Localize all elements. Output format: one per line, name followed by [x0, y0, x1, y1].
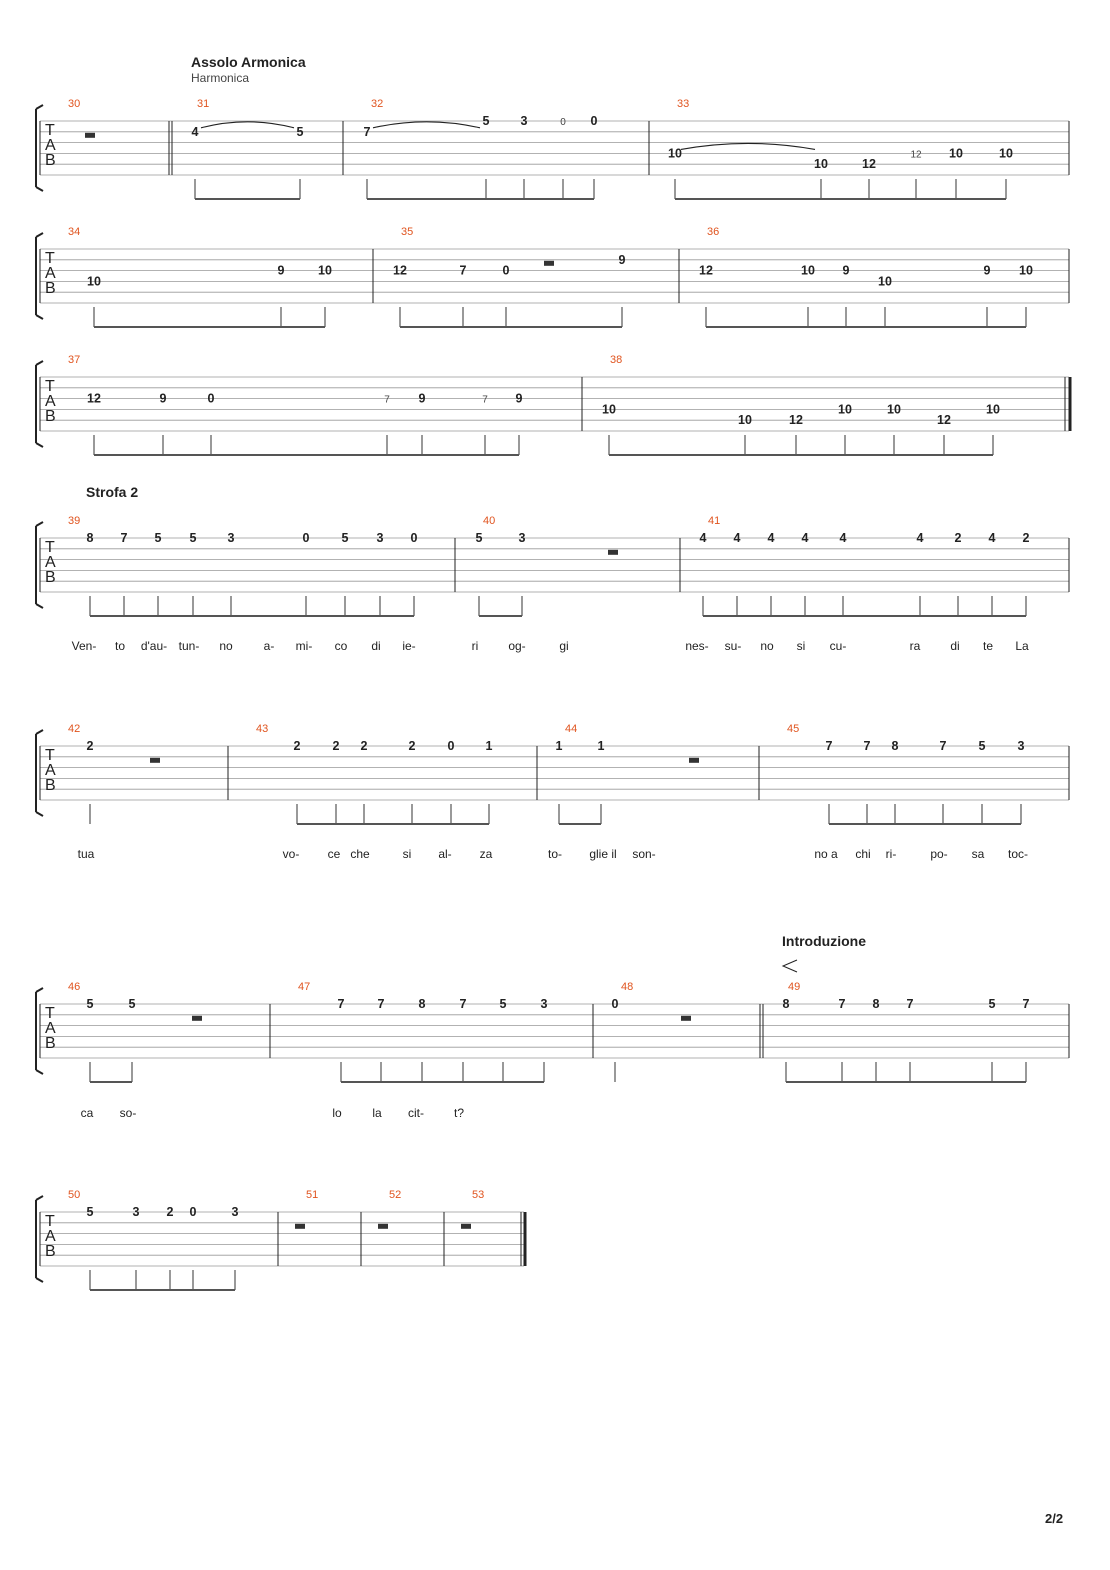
fret-number: 7	[459, 263, 467, 278]
fret-number: 10	[87, 274, 101, 289]
fret-number: 4	[191, 124, 199, 139]
fret-number: 10	[887, 402, 901, 417]
half-rest	[544, 261, 554, 266]
lyric-syllable: glie il	[589, 847, 617, 861]
lyric-syllable: ie-	[402, 639, 416, 653]
fret-number: 10	[801, 263, 815, 278]
tab-system	[36, 354, 1070, 455]
fret-number: 9	[618, 252, 626, 267]
fret-number: 8	[872, 997, 880, 1011]
lyric-syllable: ri-	[885, 847, 897, 861]
fret-number: 0	[207, 391, 215, 406]
lyric-syllable: no a	[814, 847, 838, 861]
measure-number: 31	[197, 98, 210, 110]
lyric-syllable: ri	[471, 639, 479, 653]
fret-number: 4	[839, 531, 847, 545]
lyric-syllable: son-	[632, 847, 656, 861]
hairpin-mark	[783, 960, 797, 972]
fret-number: 7	[825, 739, 833, 753]
fret-number: 10	[318, 263, 332, 278]
tab-systems	[36, 98, 1070, 1290]
tab-system	[36, 723, 1069, 861]
section-label: Introduzione	[782, 933, 866, 949]
fret-number: 4	[699, 531, 707, 545]
lyric-syllable: cit-	[408, 1106, 424, 1120]
lyric-syllable: a-	[263, 639, 275, 653]
fret-number: 0	[189, 1205, 197, 1219]
tab-clef-letter: A	[45, 1020, 56, 1037]
lyric-syllable: di	[950, 639, 960, 653]
fret-number: 12	[87, 391, 101, 406]
measure-number: 32	[371, 98, 384, 110]
measure-number: 36	[707, 226, 720, 238]
fret-number: 4	[916, 531, 924, 545]
measure-number: 46	[68, 981, 81, 993]
fret-number: 1	[485, 739, 493, 753]
lyric-syllable: to	[114, 639, 126, 653]
lyric-syllable: cu-	[829, 639, 847, 653]
measure-number: 42	[68, 723, 81, 735]
measure-number: 45	[787, 723, 800, 735]
measure-number: 49	[788, 981, 801, 993]
tie-arc	[373, 122, 480, 128]
fret-number: 12	[910, 149, 922, 161]
measure-number: 41	[708, 515, 721, 527]
measure-number: 50	[68, 1189, 81, 1201]
fret-number: 10	[949, 146, 963, 161]
tab-clef-letter: T	[45, 747, 55, 764]
measure-number: 34	[68, 226, 81, 238]
fret-number: 8	[782, 997, 790, 1011]
half-rest	[681, 1016, 691, 1021]
fret-number: 7	[939, 739, 947, 753]
measure-number: 44	[565, 723, 578, 735]
fret-number: 5	[296, 124, 304, 139]
measure-number: 51	[306, 1189, 319, 1201]
fret-number: 12	[699, 263, 713, 278]
lyric-syllable: sa	[971, 847, 985, 861]
lyric-syllable: che	[350, 847, 370, 861]
lyric-syllable: tua	[77, 847, 95, 861]
tab-clef-letter: T	[45, 1005, 55, 1022]
lyric-syllable: chi	[855, 847, 871, 861]
page-number: 2/2	[1045, 1511, 1064, 1526]
fret-number: 7	[906, 997, 914, 1011]
lyric-syllable: ra	[909, 639, 921, 653]
fret-number: 5	[86, 1205, 94, 1219]
lyric-syllable: za	[479, 847, 493, 861]
lyric-syllable: po-	[930, 847, 948, 861]
fret-number: 2	[360, 739, 368, 753]
fret-number: 7	[384, 394, 390, 406]
fret-number: 0	[611, 997, 619, 1011]
lyric-syllable: vo-	[282, 847, 300, 861]
fret-number: 9	[418, 391, 426, 406]
half-rest	[150, 758, 160, 763]
lyric-syllable: nes-	[685, 639, 709, 653]
lyric-syllable: ce	[327, 847, 341, 861]
measure-number: 47	[298, 981, 311, 993]
fret-number: 5	[482, 114, 490, 128]
tab-system	[36, 1189, 525, 1290]
fret-number: 2	[408, 739, 416, 753]
fret-number: 2	[166, 1205, 174, 1219]
tab-system	[36, 933, 1069, 1120]
fret-number: 10	[602, 402, 616, 417]
tab-system	[36, 484, 1069, 653]
fret-number: 10	[878, 274, 892, 289]
fret-number: 8	[86, 531, 94, 545]
measure-number: 33	[677, 98, 690, 110]
lyric-syllable: tun-	[178, 639, 200, 653]
half-rest	[295, 1224, 305, 1229]
lyric-syllable: su-	[724, 639, 742, 653]
fret-number: 2	[332, 739, 340, 753]
fret-number: 3	[227, 531, 235, 545]
fret-number: 5	[154, 531, 162, 545]
half-rest	[378, 1224, 388, 1229]
fret-number: 7	[482, 394, 488, 406]
fret-number: 1	[597, 739, 605, 753]
tie-arc	[681, 143, 815, 149]
lyric-syllable: lo	[332, 1106, 342, 1120]
fret-number: 7	[363, 124, 371, 139]
lyric-syllable: co	[334, 639, 348, 653]
measure-number: 39	[68, 515, 81, 527]
fret-number: 4	[733, 531, 741, 545]
lyric-syllable: d'au-	[140, 639, 168, 653]
fret-number: 5	[475, 531, 483, 545]
tie-arc	[201, 122, 294, 128]
lyric-syllable: no	[760, 639, 774, 653]
fret-number: 3	[1017, 739, 1025, 753]
lyric-syllable: mi-	[295, 639, 313, 653]
fret-number: 3	[376, 531, 384, 545]
fret-number: 0	[502, 263, 510, 278]
fret-number: 12	[862, 157, 876, 172]
lyric-syllable: si	[402, 847, 412, 861]
fret-number: 5	[499, 997, 507, 1011]
fret-number: 4	[801, 531, 809, 545]
tab-clef-letter: B	[45, 1243, 56, 1260]
lyric-syllable: toc-	[1007, 847, 1029, 861]
fret-number: 0	[560, 117, 566, 128]
tab-clef-letter: B	[45, 1035, 56, 1052]
fret-number: 9	[842, 263, 850, 278]
fret-number: 3	[518, 531, 526, 545]
fret-number: 5	[128, 997, 136, 1011]
fret-number: 7	[1022, 997, 1030, 1011]
lyric-syllable: te	[982, 639, 994, 653]
fret-number: 7	[863, 739, 871, 753]
measure-number: 40	[483, 515, 496, 527]
half-rest	[608, 550, 618, 555]
fret-number: 1	[555, 739, 563, 753]
tab-clef-letter: A	[45, 1228, 56, 1245]
fret-number: 10	[738, 413, 752, 428]
half-rest	[85, 133, 95, 138]
tab-clef-letter: A	[45, 137, 56, 154]
fret-number: 5	[341, 531, 349, 545]
lyric-syllable: so-	[119, 1106, 137, 1120]
tab-clef-letter: T	[45, 1213, 55, 1230]
lyric-syllable: La	[1015, 639, 1029, 653]
fret-number: 2	[293, 739, 301, 753]
tab-clef-letter: A	[45, 265, 56, 282]
measure-number: 37	[68, 354, 81, 366]
lyric-syllable: al-	[438, 847, 452, 861]
fret-number: 0	[410, 531, 418, 545]
tab-clef-letter: A	[45, 554, 56, 571]
measure-number: 53	[472, 1189, 485, 1201]
fret-number: 0	[302, 531, 310, 545]
fret-number: 9	[159, 391, 167, 406]
fret-number: 7	[377, 997, 385, 1011]
fret-number: 8	[418, 997, 426, 1011]
half-rest	[689, 758, 699, 763]
fret-number: 9	[983, 263, 991, 278]
fret-number: 5	[988, 997, 996, 1011]
fret-number: 8	[891, 739, 899, 753]
half-rest	[461, 1224, 471, 1229]
tab-clef-letter: B	[45, 152, 56, 169]
fret-number: 0	[590, 114, 598, 128]
lyric-syllable: Ven-	[71, 639, 97, 653]
lyric-syllable: di	[371, 639, 381, 653]
fret-number: 7	[838, 997, 846, 1011]
fret-number: 10	[999, 146, 1013, 161]
lyric-syllable: gi	[559, 639, 569, 653]
measure-number: 43	[256, 723, 269, 735]
tab-clef-letter: T	[45, 378, 55, 395]
tab-clef-letter: A	[45, 393, 56, 410]
tab-system	[36, 226, 1069, 327]
fret-number: 4	[988, 531, 996, 545]
piece-title: Assolo Armonica	[191, 54, 306, 70]
half-rest	[192, 1016, 202, 1021]
fret-number: 5	[189, 531, 197, 545]
fret-number: 2	[86, 739, 94, 753]
measure-number: 35	[401, 226, 414, 238]
tab-clef-letter: T	[45, 539, 55, 556]
fret-number: 0	[447, 739, 455, 753]
fret-number: 10	[814, 157, 828, 172]
tab-clef-letter: B	[45, 280, 56, 297]
measure-number: 30	[68, 98, 81, 110]
lyric-syllable: la	[372, 1106, 382, 1120]
fret-number: 10	[986, 402, 1000, 417]
fret-number: 3	[231, 1205, 239, 1219]
measure-number: 38	[610, 354, 623, 366]
tab-system	[36, 98, 1069, 199]
fret-number: 9	[277, 263, 285, 278]
fret-number: 10	[1019, 263, 1033, 278]
fret-number: 3	[132, 1205, 140, 1219]
fret-number: 7	[459, 997, 467, 1011]
fret-number: 12	[789, 413, 803, 428]
fret-number: 5	[86, 997, 94, 1011]
tab-clef-letter: B	[45, 408, 56, 425]
tab-clef-letter: B	[45, 569, 56, 586]
lyric-syllable: to-	[547, 847, 563, 861]
lyric-syllable: si	[796, 639, 806, 653]
fret-number: 7	[120, 531, 128, 545]
fret-number: 9	[515, 391, 523, 406]
measure-number: 52	[389, 1189, 402, 1201]
fret-number: 2	[1022, 531, 1030, 545]
fret-number: 5	[978, 739, 986, 753]
section-label: Strofa 2	[86, 484, 139, 500]
tab-clef-letter: B	[45, 777, 56, 794]
tab-clef-letter: T	[45, 122, 55, 139]
tab-clef-letter: T	[45, 250, 55, 267]
fret-number: 3	[520, 114, 528, 128]
lyric-syllable: og-	[508, 639, 526, 653]
fret-number: 2	[954, 531, 962, 545]
instrument-name: Harmonica	[191, 71, 250, 85]
lyric-syllable: t?	[453, 1106, 465, 1120]
lyric-syllable: no	[219, 639, 233, 653]
fret-number: 7	[337, 997, 345, 1011]
tab-clef-letter: A	[45, 762, 56, 779]
fret-number: 12	[393, 263, 407, 278]
fret-number: 3	[540, 997, 548, 1011]
fret-number: 4	[767, 531, 775, 545]
fret-number: 10	[668, 146, 682, 161]
measure-number: 48	[621, 981, 634, 993]
lyric-syllable: ca	[80, 1106, 94, 1120]
fret-number: 12	[937, 413, 951, 428]
fret-number: 10	[838, 402, 852, 417]
